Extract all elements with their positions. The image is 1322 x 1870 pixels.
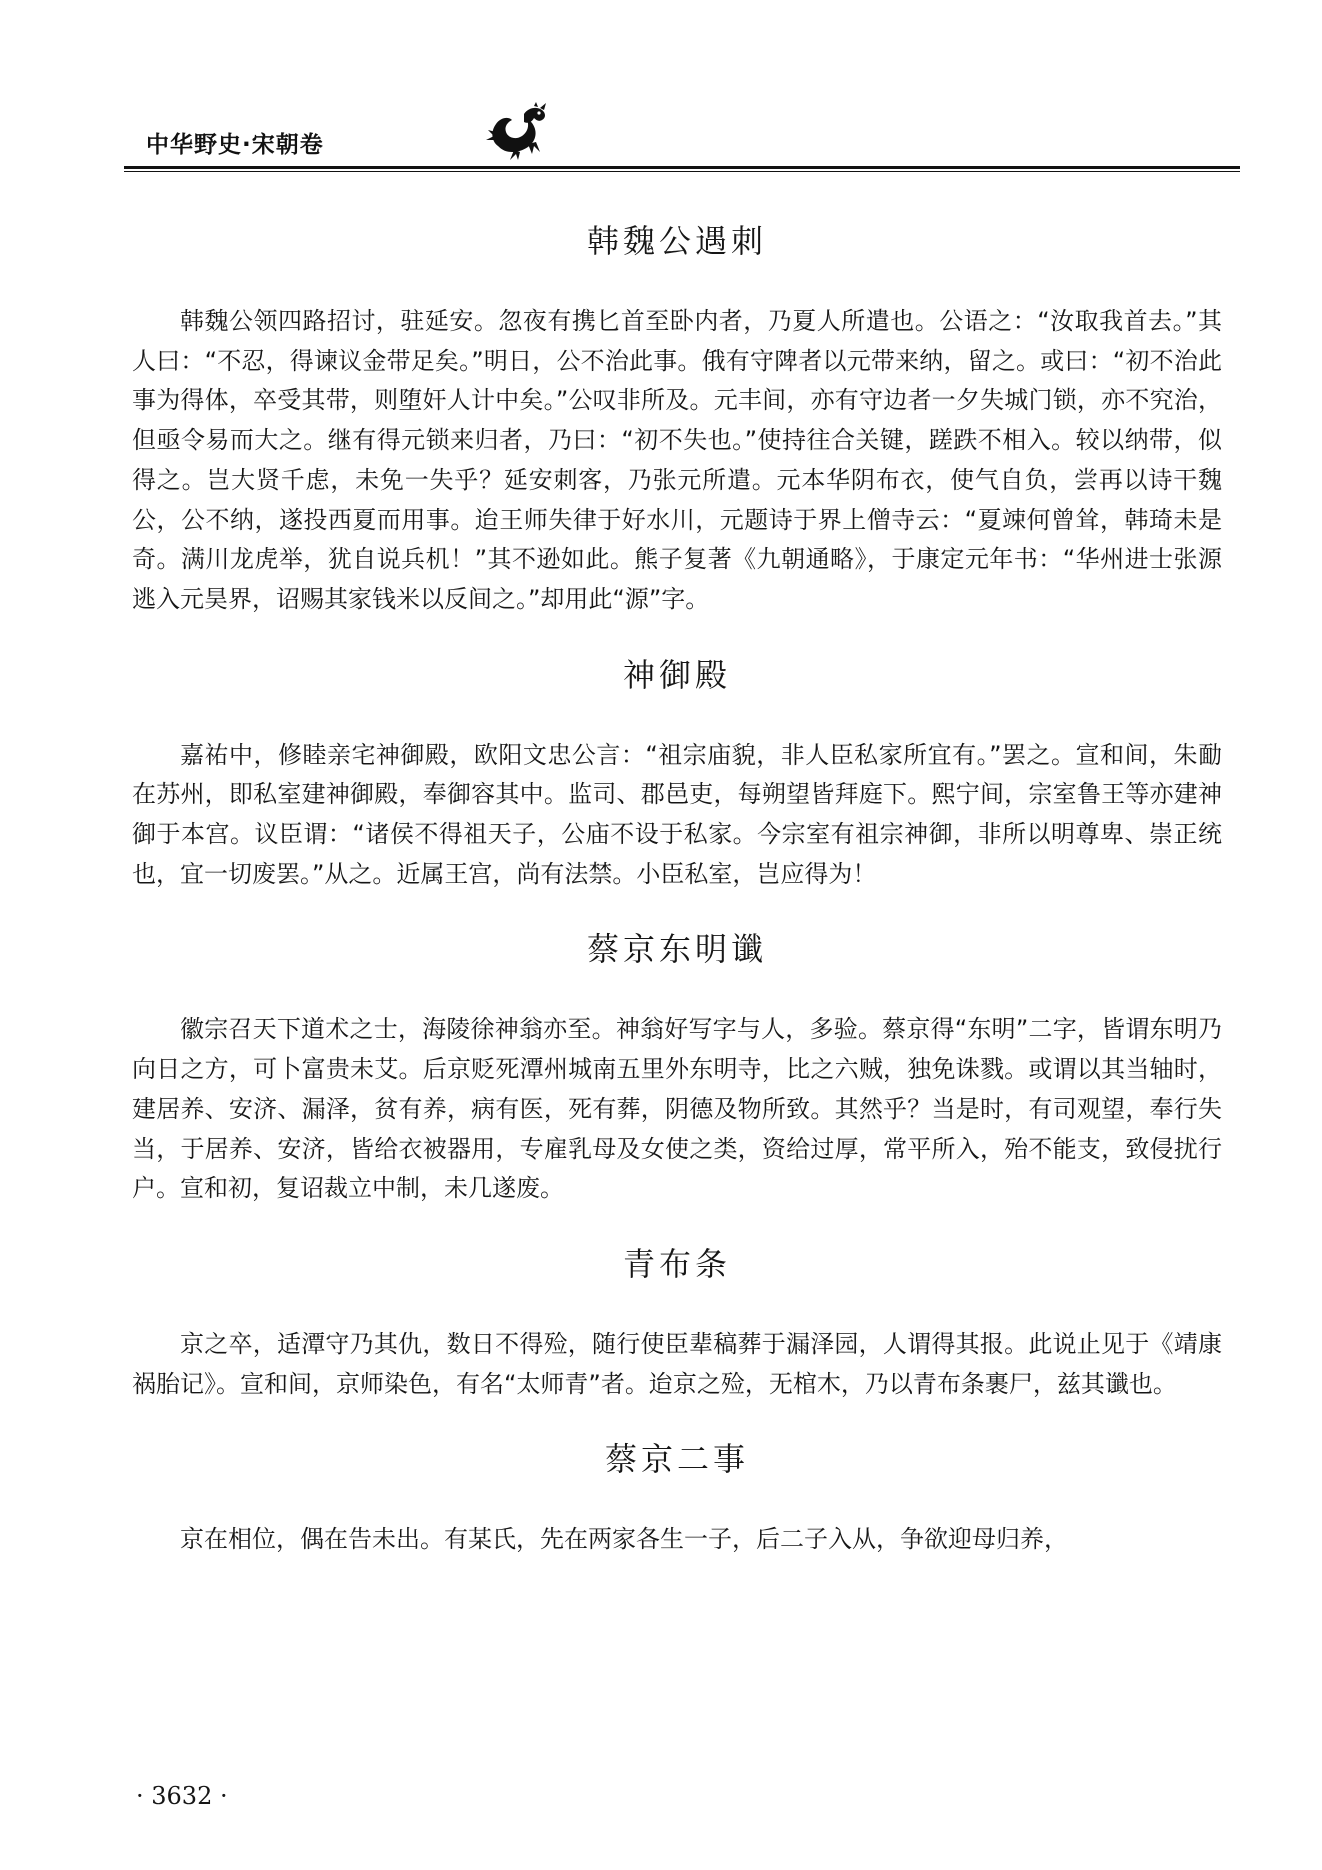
section-title: 韩魏公遇刺 <box>586 222 767 260</box>
section-title: 神御殿 <box>622 655 731 694</box>
section-body: 韩魏公领四路招讨，驻延安。忽夜有携匕首至卧内者，乃夏人所遣也。公语之：“汝取我首去。”其人曰：“不忍，得谏议金带足矣。”明日，公不治此事。俄有守陴者以元带来纳，留之。或曰：“初不治此事为得体，卒受其带，则堕奸人计中矣。”公叹非所及。元丰间，亦有守边者一夕失城门锁，亦不究治，但亟令易而大之。继有得元锁来归者，乃曰：“初不失也。”使持往合关键，蹉跌不相入。较以纳带，似得之。岂大贤千虑，未免一失乎？延安刺客，乃张元所遣。元本华阴布衣，使气自负，尝再以诗干魏公，公不纳，遂投西夏而用事。迨王师失律于好水川，元题诗于界上僧寺云：“夏竦何曾耸，韩琦未是奇。满川龙虎举，犹自说兵机！”其不逊如此。熊子复著《九朝通略》，于康定元年书：“华州进士张源逃入元昊界，诏赐其家钱米以反间之。”却用此“源”字。 <box>132 307 1222 613</box>
section-title: 青布条 <box>622 1244 731 1283</box>
section-cai-jing-dong-ming <box>132 924 1222 1209</box>
header-rule <box>124 166 1240 169</box>
section-body: 京在相位，偶在告未出。有某氏，先在两家各生一子，后二子入从，争欲迎母归养， <box>180 1525 1068 1554</box>
section-title: 蔡京东明谶 <box>586 930 767 969</box>
book-title: 中华野史·宋朝卷 <box>146 132 324 158</box>
section-han-wei-gong <box>132 216 1222 620</box>
page-header <box>124 96 1240 168</box>
header-rule-thin <box>124 171 1240 172</box>
section-body: 徽宗召天下道术之士，海陵徐神翁亦至。神翁好写字与人，多验。蔡京得“东明”二字，皆谓东明乃向日之方，可卜富贵未艾。后京贬死潭州城南五里外东明寺，比之六贼，独免诛戮。或谓以其当轴时，建居养、安济、漏泽，贫有养，病有医，死有葬，阴德及物所致。其然乎？当是时，有司观望，奉行失当，于居养、安济，皆给衣被器用，专雇乳母及女使之类，资给过厚，常平所入，殆不能支，致侵扰行户。宣和初，复诏裁立中制，未几遂废。 <box>132 1015 1222 1203</box>
section-title: 蔡京二事 <box>604 1440 749 1479</box>
section-qing-bu-tiao <box>132 1239 1222 1404</box>
page-number: · 3632 · <box>136 1782 228 1810</box>
dragon-emblem-icon <box>484 102 554 162</box>
section-body: 京之卒，适潭守乃其仇，数日不得殓，随行使臣辈稿葬于漏泽园，人谓得其报。此说止见于《靖康祸胎记》。宣和间，京师染色，有名“太师青”者。迨京之殓，无棺木，乃以青布条裹尸，兹其谶也。 <box>132 1329 1222 1398</box>
section-cai-jing-er-shi <box>132 1434 1222 1560</box>
section-body: 嘉祐中，修睦亲宅神御殿，欧阳文忠公言：“祖宗庙貌，非人臣私家所宜有。”罢之。宣和间，朱勔在苏州，即私室建神御殿，奉御容其中。监司、郡邑吏，每朔望皆拜庭下。熙宁间，宗室鲁王等亦建神御于本宫。议臣谓：“诸侯不得祖天子，公庙不设于私家。今宗室有祖宗神御，非所以明尊卑、崇正统也，宜一切废罢。”从之。近属王宫，尚有法禁。小臣私室，岂应得为！ <box>132 740 1222 888</box>
section-shen-yu-dian <box>132 650 1222 895</box>
page-content <box>132 216 1222 1590</box>
